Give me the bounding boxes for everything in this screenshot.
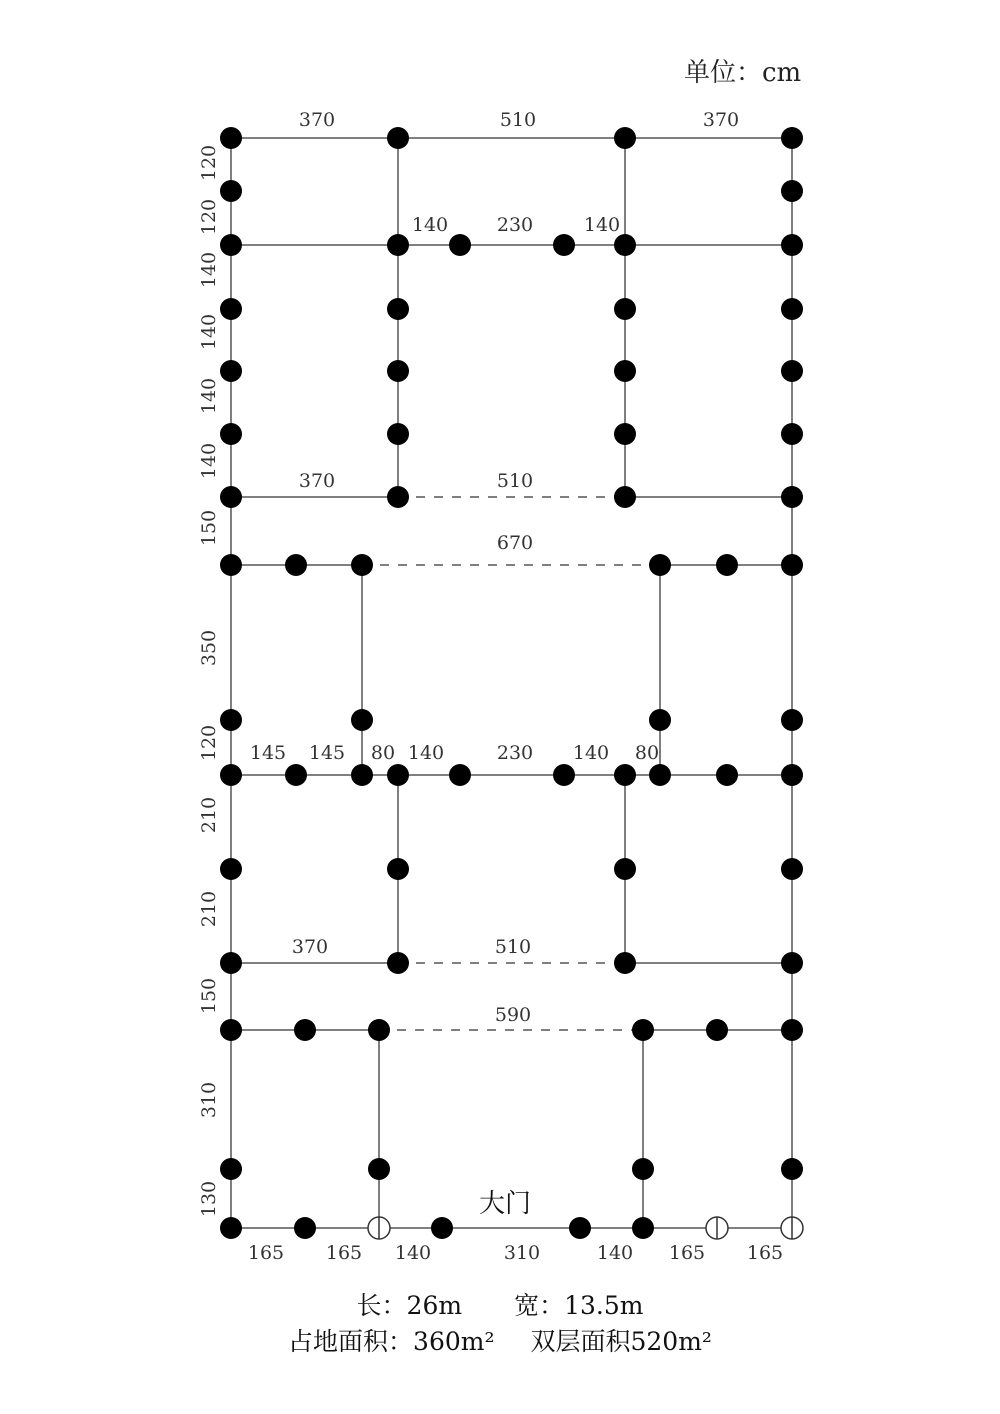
column-marker — [220, 764, 242, 786]
column-marker — [649, 554, 671, 576]
column-marker — [387, 486, 409, 508]
column-marker — [632, 1217, 654, 1239]
column-marker — [614, 952, 636, 974]
column-marker — [632, 1158, 654, 1180]
dim-hall-2: 230 — [496, 214, 534, 236]
unit-label: 单位：cm — [684, 58, 802, 88]
column-marker — [649, 764, 671, 786]
column-marker — [351, 709, 373, 731]
dim-left-1: 120 — [198, 144, 220, 182]
column-marker — [285, 764, 307, 786]
dim-row1030: 590 — [494, 1004, 532, 1026]
dim-left-3: 140 — [198, 251, 220, 289]
dim-bottom-6: 165 — [668, 1242, 706, 1264]
column-marker — [387, 360, 409, 382]
column-marker — [387, 858, 409, 880]
column-marker — [220, 1019, 242, 1041]
column-marker — [781, 1019, 803, 1041]
dim-bottom-2: 165 — [325, 1242, 363, 1264]
column-marker — [781, 234, 803, 256]
column-marker — [220, 360, 242, 382]
area-summary — [0, 1322, 1000, 1358]
column-marker — [220, 858, 242, 880]
column-marker — [220, 298, 242, 320]
dim-row565: 670 — [496, 532, 534, 554]
wall-lines — [231, 138, 792, 1228]
dim-row775-7: 80 — [634, 742, 660, 764]
dim-top-3: 370 — [702, 109, 740, 131]
dim-bottom-3: 140 — [394, 1242, 432, 1264]
column-marker — [781, 298, 803, 320]
main-gate-label: 大门 — [478, 1189, 532, 1219]
column-marker — [220, 1217, 242, 1239]
column-marker — [553, 764, 575, 786]
land-area-text: 占地面积：360m² — [288, 1327, 495, 1356]
column-marker — [449, 234, 471, 256]
column-marker — [781, 858, 803, 880]
width-text: 宽：13.5m — [514, 1291, 644, 1320]
column-marker — [553, 234, 575, 256]
length-text: 长：26m — [356, 1291, 463, 1320]
dim-left-8: 350 — [198, 629, 220, 667]
column-marker — [220, 554, 242, 576]
dim-bottom-5: 140 — [596, 1242, 634, 1264]
column-marker — [220, 423, 242, 445]
column-marker — [449, 764, 471, 786]
dimension-labels — [198, 109, 783, 1264]
dim-bottom-1: 165 — [247, 1242, 285, 1264]
column-marker — [614, 127, 636, 149]
column-marker — [614, 486, 636, 508]
column-marker — [351, 554, 373, 576]
dim-left-10: 210 — [198, 796, 220, 834]
column-marker — [387, 952, 409, 974]
dim-left-4: 140 — [198, 313, 220, 351]
column-marker — [614, 298, 636, 320]
column-marker — [387, 423, 409, 445]
column-marker — [716, 554, 738, 576]
dim-row775-3: 80 — [370, 742, 396, 764]
column-marker — [781, 360, 803, 382]
dim-left-9: 120 — [198, 724, 220, 762]
dim-row775-2: 145 — [308, 742, 346, 764]
dim-left-6: 140 — [198, 442, 220, 480]
column-marker — [294, 1019, 316, 1041]
dim-left-7: 150 — [198, 509, 220, 547]
dim-left-14: 130 — [198, 1180, 220, 1218]
column-marker — [569, 1217, 591, 1239]
dim-row775-5: 230 — [496, 742, 534, 764]
column-marker — [614, 234, 636, 256]
column-marker — [220, 952, 242, 974]
column-marker — [220, 234, 242, 256]
column-marker — [706, 1019, 728, 1041]
dim-top-1: 370 — [298, 109, 336, 131]
column-marker — [716, 764, 738, 786]
column-marker — [781, 423, 803, 445]
column-marker — [220, 486, 242, 508]
column-marker — [614, 764, 636, 786]
column-marker — [431, 1217, 453, 1239]
dim-row963-1: 370 — [291, 936, 329, 958]
column-marker — [294, 1217, 316, 1239]
column-marker — [387, 127, 409, 149]
dim-row775-6: 140 — [572, 742, 610, 764]
column-marker — [781, 952, 803, 974]
column-marker — [781, 127, 803, 149]
column-marker — [220, 180, 242, 202]
column-marker — [614, 360, 636, 382]
dim-left-12: 150 — [198, 977, 220, 1015]
column-marker — [614, 858, 636, 880]
dim-top-2: 510 — [499, 109, 537, 131]
dim-row500-1: 370 — [298, 470, 336, 492]
column-marker — [781, 1158, 803, 1180]
column-marker — [781, 709, 803, 731]
dim-left-2: 120 — [198, 198, 220, 236]
column-marker — [781, 554, 803, 576]
dim-bottom-7: 165 — [746, 1242, 784, 1264]
double-area-text: 双层面积520m² — [530, 1327, 712, 1356]
column-marker — [781, 764, 803, 786]
column-marker — [285, 554, 307, 576]
column-marker — [220, 127, 242, 149]
column-marker — [387, 764, 409, 786]
column-marker — [220, 709, 242, 731]
dim-bottom-4: 310 — [503, 1242, 541, 1264]
dim-row500-2: 510 — [496, 470, 534, 492]
dim-left-13: 310 — [198, 1081, 220, 1119]
column-markers — [220, 127, 803, 1239]
column-marker — [351, 764, 373, 786]
dim-left-11: 210 — [198, 890, 220, 928]
dim-left-5: 140 — [198, 377, 220, 415]
dim-hall-1: 140 — [411, 214, 449, 236]
column-marker — [368, 1019, 390, 1041]
dim-hall-3: 140 — [583, 214, 621, 236]
column-marker — [614, 423, 636, 445]
column-marker — [781, 486, 803, 508]
column-marker — [781, 180, 803, 202]
dimensions-summary — [0, 1286, 1000, 1322]
column-marker — [387, 298, 409, 320]
dim-row775-1: 145 — [249, 742, 287, 764]
column-marker — [632, 1019, 654, 1041]
column-marker — [649, 709, 671, 731]
column-marker — [387, 234, 409, 256]
dim-row775-4: 140 — [407, 742, 445, 764]
column-marker — [220, 1158, 242, 1180]
column-marker — [368, 1158, 390, 1180]
dim-row963-2: 510 — [494, 936, 532, 958]
